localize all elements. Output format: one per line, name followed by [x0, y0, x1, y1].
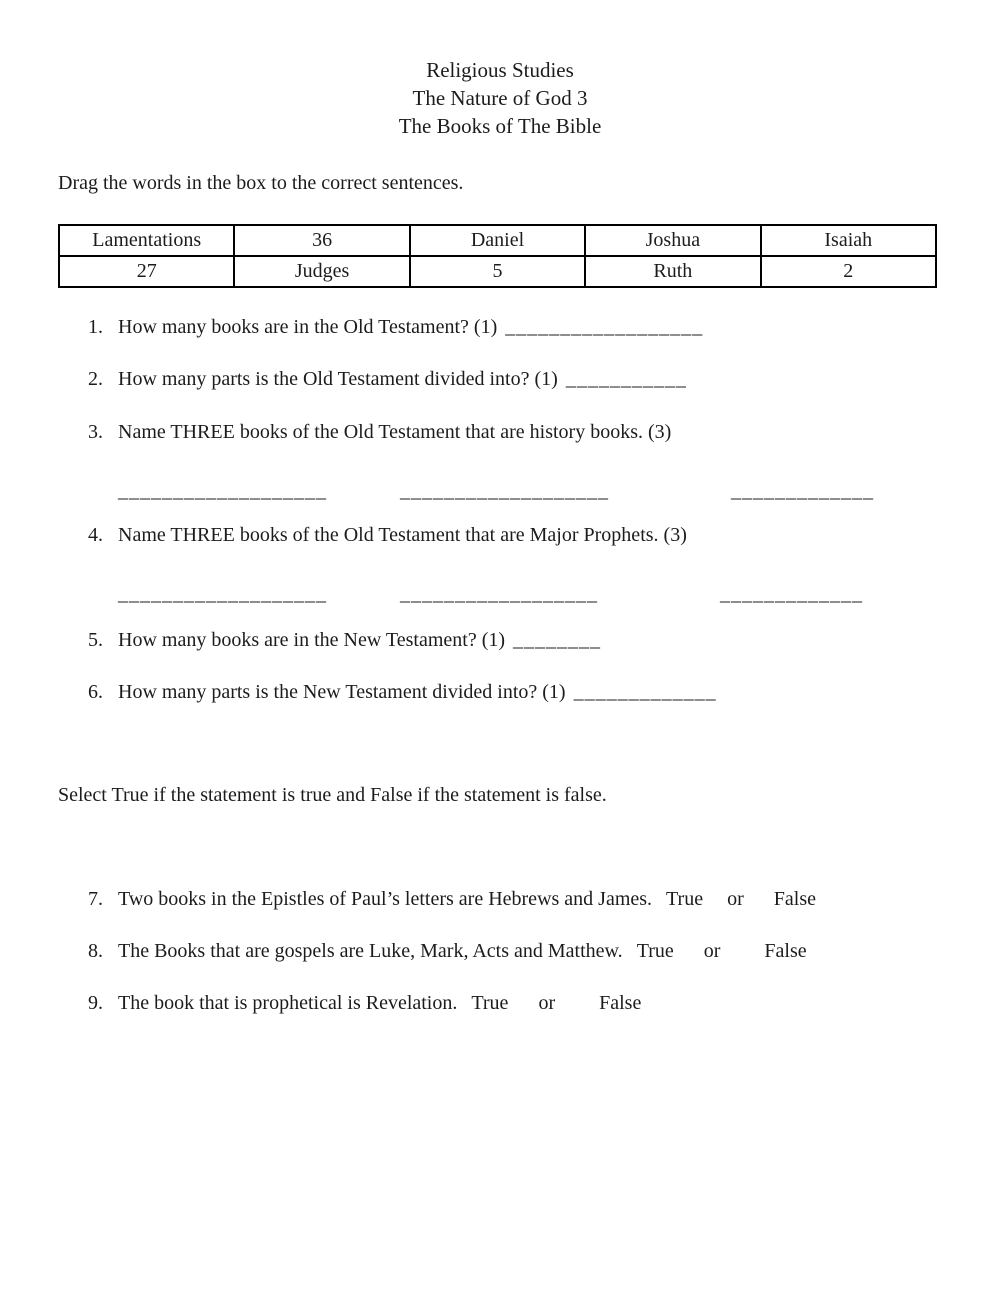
question-text: How many books are in the Old Testament? (1) [118, 316, 498, 338]
false-option-q9[interactable]: False [599, 992, 642, 1014]
word-bank-row [59, 225, 936, 256]
question-4 [88, 522, 1000, 548]
false-option-q8[interactable]: False [764, 940, 807, 962]
word-bank-word[interactable]: Ruth [585, 256, 760, 287]
false-option-q7[interactable]: False [773, 888, 816, 910]
answer-blank-q1[interactable]: __________________ [505, 316, 704, 338]
question-number: 6. [88, 681, 103, 703]
true-option-q7[interactable]: True [666, 888, 704, 910]
word-bank-word[interactable]: Isaiah [761, 225, 936, 256]
answer-blank-q6[interactable]: _____________ [573, 681, 717, 703]
or-label: or [727, 888, 744, 910]
question-number: 1. [88, 316, 103, 338]
question-text: How many parts is the Old Testament divided into? (1) [118, 368, 558, 390]
question-2 [88, 366, 1000, 392]
question-3-blanks [88, 478, 1000, 504]
word-bank-word[interactable]: Daniel [410, 225, 585, 256]
question-1 [88, 314, 1000, 340]
drag-instruction: Drag the words in the box to the correct sentences. [58, 172, 464, 194]
question-number: 3. [88, 421, 103, 443]
question-number: 7. [88, 888, 103, 910]
true-option-q9[interactable]: True [471, 992, 509, 1014]
question-text: Name THREE books of the Old Testament that are Major Prophets. (3) [118, 524, 687, 546]
question-text: How many books are in the New Testament? (1) [118, 629, 506, 651]
or-label: or [703, 940, 721, 962]
question-number: 4. [88, 524, 103, 546]
word-bank-word[interactable]: 36 [234, 225, 409, 256]
answer-blank-q3-3[interactable]: _____________ [731, 480, 874, 502]
word-bank [58, 224, 937, 288]
title-line-topic: The Books of The Bible [398, 114, 602, 138]
word-bank-word[interactable]: 2 [761, 256, 936, 287]
answer-blank-q4-3[interactable]: _____________ [720, 583, 863, 605]
question-5 [88, 627, 1000, 653]
question-text: The book that is prophetical is Revelation. [118, 992, 458, 1014]
answer-blank-q3-2[interactable]: ___________________ [400, 480, 609, 502]
question-text: Two books in the Epistles of Paul’s letters are Hebrews and James. [118, 888, 653, 910]
word-bank-word[interactable]: 27 [59, 256, 234, 287]
word-bank-row [59, 256, 936, 287]
question-6 [88, 679, 1000, 705]
question-number: 2. [88, 368, 103, 390]
question-text: Name THREE books of the Old Testament that are history books. (3) [118, 421, 672, 443]
word-bank-word[interactable]: 5 [410, 256, 585, 287]
answer-blank-q5[interactable]: ________ [513, 629, 602, 651]
question-number: 9. [88, 992, 103, 1014]
answer-blank-q3-1[interactable]: ___________________ [118, 480, 327, 502]
answer-blank-q2[interactable]: ___________ [565, 368, 687, 390]
or-label: or [538, 992, 556, 1014]
true-false-section [88, 886, 1000, 1016]
question-9 [88, 990, 1000, 1016]
question-number: 8. [88, 940, 103, 962]
question-number: 5. [88, 629, 103, 651]
title-line-subject: Religious Studies [426, 58, 574, 82]
question-4-blanks [88, 581, 1000, 607]
answer-blank-q4-1[interactable]: ___________________ [118, 583, 327, 605]
word-bank-word[interactable]: Lamentations [59, 225, 234, 256]
true-option-q8[interactable]: True [636, 940, 674, 962]
worksheet-title [0, 0, 1000, 140]
drag-questions-section [88, 314, 1000, 705]
question-text: How many parts is the New Testament divided into? (1) [118, 681, 566, 703]
question-8 [88, 938, 1000, 964]
answer-blank-q4-2[interactable]: __________________ [400, 583, 598, 605]
title-line-unit: The Nature of God 3 [412, 86, 588, 110]
word-bank-word[interactable]: Judges [234, 256, 409, 287]
question-3 [88, 419, 1000, 445]
question-7 [88, 886, 1000, 912]
word-bank-word[interactable]: Joshua [585, 225, 760, 256]
question-text: The Books that are gospels are Luke, Mark, Acts and Matthew. [118, 940, 623, 962]
select-instruction: Select True if the statement is true and False if the statement is false. [58, 784, 607, 806]
